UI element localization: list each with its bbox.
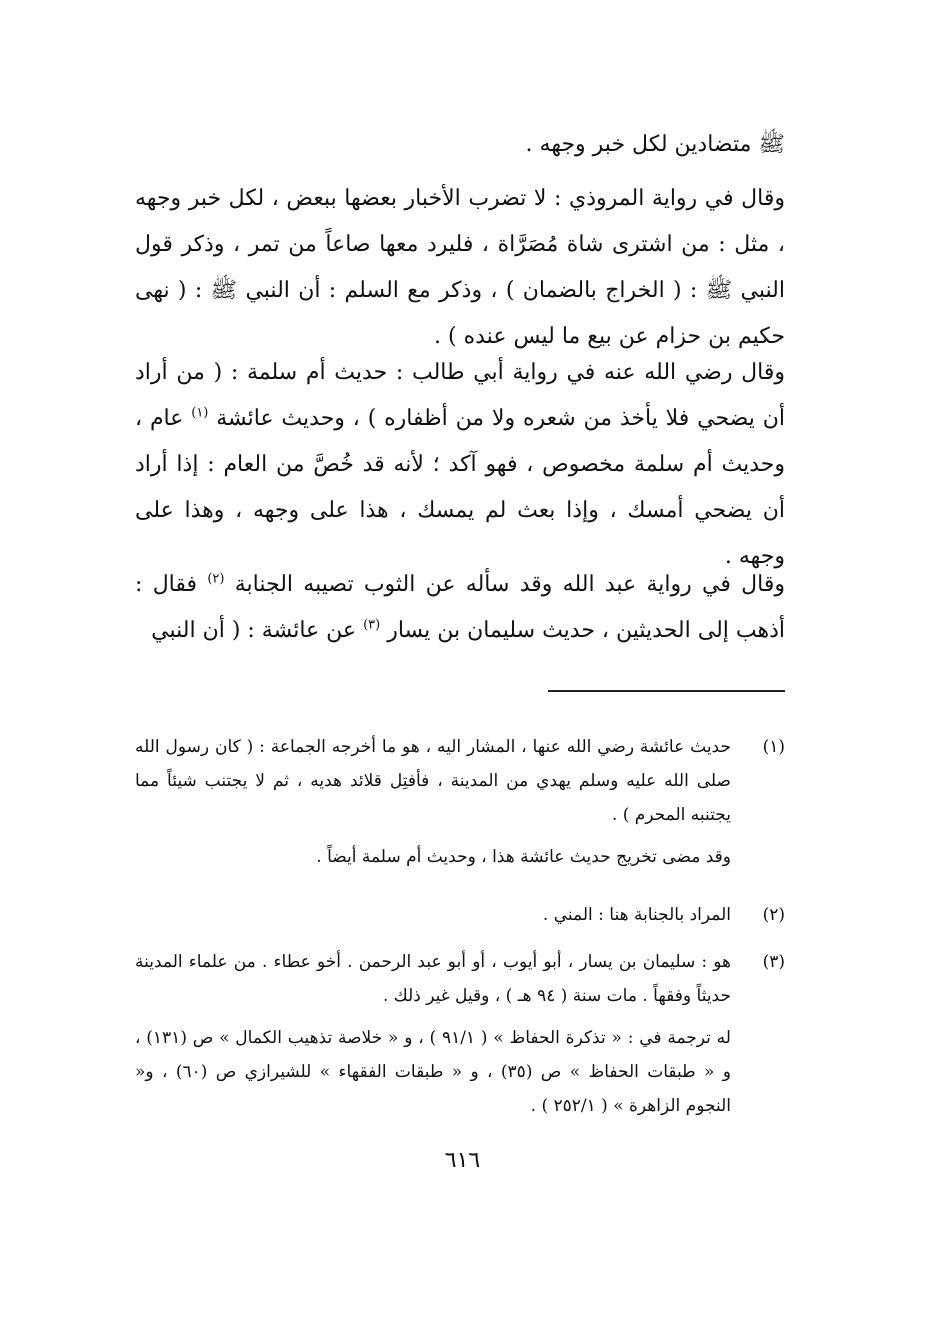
paragraph-3 bbox=[135, 562, 785, 654]
footnote-number: (٢) bbox=[762, 905, 785, 925]
footnote-ref-2: (٢) bbox=[207, 571, 225, 587]
footnote-separator bbox=[548, 690, 785, 692]
footnote-2 bbox=[135, 898, 785, 940]
footnote-body bbox=[135, 945, 731, 1123]
paragraph-2-part-b: عام ، وحديث أم سلمة مخصوص ، فهو آكد ؛ لأنه قد خُصَّ من العام : إذا أراد أن يضحي أمسك ، وإذا بعث لم يمسك ، هذا على وجهه ، وهذا على وجهه . bbox=[135, 406, 785, 569]
paragraph-0: ﷺ متضادين لكل خبر وجهه . bbox=[525, 132, 785, 157]
main-text-paragraph bbox=[135, 350, 785, 580]
footnote-ref-1: (١) bbox=[191, 405, 209, 421]
paragraph-1: وقال في رواية المروذي : لا تضرب الأخبار بعضها ببعض ، لكل خبر وجهه ، مثل : من اشترى شاة مُصَرَّاة ، فليرد معها صاعاً من تمر ، وذكر قول النبي ﷺ : ( الخراج بالضمان ) ، وذكر مع السلم : أن النبي ﷺ : ( نهى حكيم بن حزام عن بيع ما ليس عنده ) . bbox=[135, 186, 785, 349]
main-text-paragraph bbox=[135, 562, 785, 654]
footnote-3 bbox=[135, 945, 785, 1131]
page-number: ٦١٦ bbox=[444, 1148, 481, 1173]
footnote-number: (٣) bbox=[762, 952, 785, 972]
footnote-number: (١) bbox=[762, 737, 785, 757]
footnote-extra: له ترجمة في : « تذكرة الحفاظ » ( ٩١/١ ) ، و « خلاصة تذهيب الكمال » ص (١٣١) ، و « طبقات الحفاظ » ص (٣٥) ، و « طبقات الفقهاء » للشيرازي ص (٦٠) ، و« النجوم الزاهرة » ( ٢٥٢/١ ) . bbox=[135, 1028, 731, 1116]
footnote-text: هو : سليمان بن يسار ، أبو أيوب ، أو أبو عبد الرحمن . أخو عطاء . من علماء المدينة حديثاً وفقهاً . مات سنة ( ٩٤ هـ ) ، وقيل غير ذلك . bbox=[135, 952, 731, 1006]
footnote-text: حديث عائشة رضي الله عنها ، المشار اليه ، هو ما أخرجه الجماعة : ( كان رسول الله صلى الله عليه وسلم يهدي من المدينة ، فأفتِل قلائد هديه ، ثم لا يجتنب شيئاً مما يجتنبه المحرم ) . bbox=[135, 737, 731, 825]
paragraph-3-part-b: فقال : أذهب إلى الحديثين ، حديث سليمان بن يسار bbox=[135, 572, 785, 643]
footnote-body bbox=[135, 730, 731, 874]
main-text-paragraph bbox=[135, 176, 785, 360]
footnote-text: المراد بالجنابة هنا : المني . bbox=[542, 905, 731, 925]
paragraph-2 bbox=[135, 350, 785, 580]
footnote-1 bbox=[135, 730, 785, 882]
paragraph-3-part-c: عن عائشة : ( أن النبي bbox=[151, 618, 357, 643]
footnote-body bbox=[135, 898, 731, 932]
footnote-extra: وقد مضى تخريج حديث عائشة هذا ، وحديث أم سلمة أيضاً . bbox=[316, 847, 731, 867]
main-text-paragraph bbox=[135, 122, 785, 168]
paragraph-3-part-a: وقال في رواية عبد الله وقد سأله عن الثوب تصيبه الجنابة bbox=[234, 572, 785, 597]
footnote-ref-3: (٣) bbox=[363, 617, 381, 633]
paragraph-2-part-a: وقال رضي الله عنه في رواية أبي طالب : حديث أم سلمة : ( من أراد أن يضحي فلا يأخذ من شعره ولا من أظفاره ) ، وحديث عائشة bbox=[135, 360, 785, 431]
